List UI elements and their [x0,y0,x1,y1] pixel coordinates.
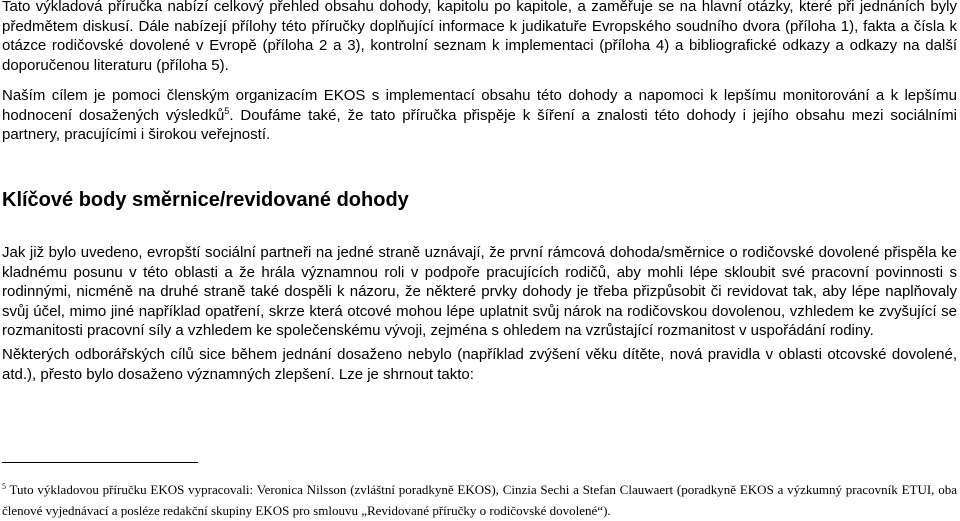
footnote-reference[interactable]: 5 [224,105,230,116]
intro-paragraph: Tato výkladová příručka nabízí celkový přehled obsahu dohody, kapitolu po kapitole, a zaměřuje se na hlavní otázky, které při jednáních byly předmětem diskusí. Dále nabízejí přílohy této příručky doplňující informace k judikatuře Evropského soudního dvora (příloha 1), fakta a čísla k otázce rodičovské dovolené v Evropě (příloha 2 a 3), kontrolní seznam k implementaci (příloha 4) a bibliografické odkazy a odkazy na další doporučenou literaturu (příloha 5). [2,0,957,74]
aim-paragraph [2,86,957,145]
footnote-text: Tuto výkladovou příručku EKOS vypracovali: Veronica Nilsson (zvláštní poradkyně EKOS), Cinzia Sechi a Stefan Clauwaert (poradkyně EKOS a výzkumný pracovník ETUI, oba členové vyjednávací a posléze redakční skupiny EKOS pro smlouvu „Revidované příručky o rodičovské dovolené“). [2,482,957,518]
union-goals-paragraph: Některých odborářských cílů sice během jednání dosaženo nebylo (například zvýšení věku dítěte, nová pravidla v oblasti otcovské dovolené, atd.), přesto bylo dosaženo významných zlepšení. Lze je shrnout takto: [2,346,957,383]
key-points-paragraph: Jak již bylo uvedeno, evropští sociální partneři na jedné straně uznávají, že první rámcová dohoda/směrnice o rodičovské dovolené přispěla ke kladnému posunu v této oblasti a že hrála významnou roli v podpoře pracujících rodičů, aby mohli lépe skloubit své pracovní povinnosti s rodinnými, nicméně na druhé straně také dospěli k názoru, že některé prvky dohody je třeba přizpůsobit či revidovat tak, aby lépe naplňovaly svůj účel, mimo jiné například opatření, skrze která otcové mohou lépe uplatnit svůj nárok na rodičovskou dovolenou, vzhledem ke zvyšující se rozmanitosti pracovní síly a vzhledem ke společenskému vývoji, zejména s ohledem na vzrůstající rozmanitost v uspořádání rodiny. [2,244,957,339]
footnote-number: 5 [2,482,6,491]
footnote [2,479,957,521]
footnote-separator [2,462,198,463]
aim-text-after: . Doufáme také, že tato příručka přispěje k šíření a znalosti této dohody i jejího obsahu mezi sociálními partnery, pracujícími i širokou veřejností. [2,106,958,143]
aim-text-before: Naším cílem je pomoci členským organizacím EKOS s implementací obsahu této dohody a napomoci k lepšímu monitorování a k lepšímu hodnocení dosažených výsledků [2,87,957,124]
section-heading: Klíčové body směrnice/revidované dohody [2,189,409,211]
